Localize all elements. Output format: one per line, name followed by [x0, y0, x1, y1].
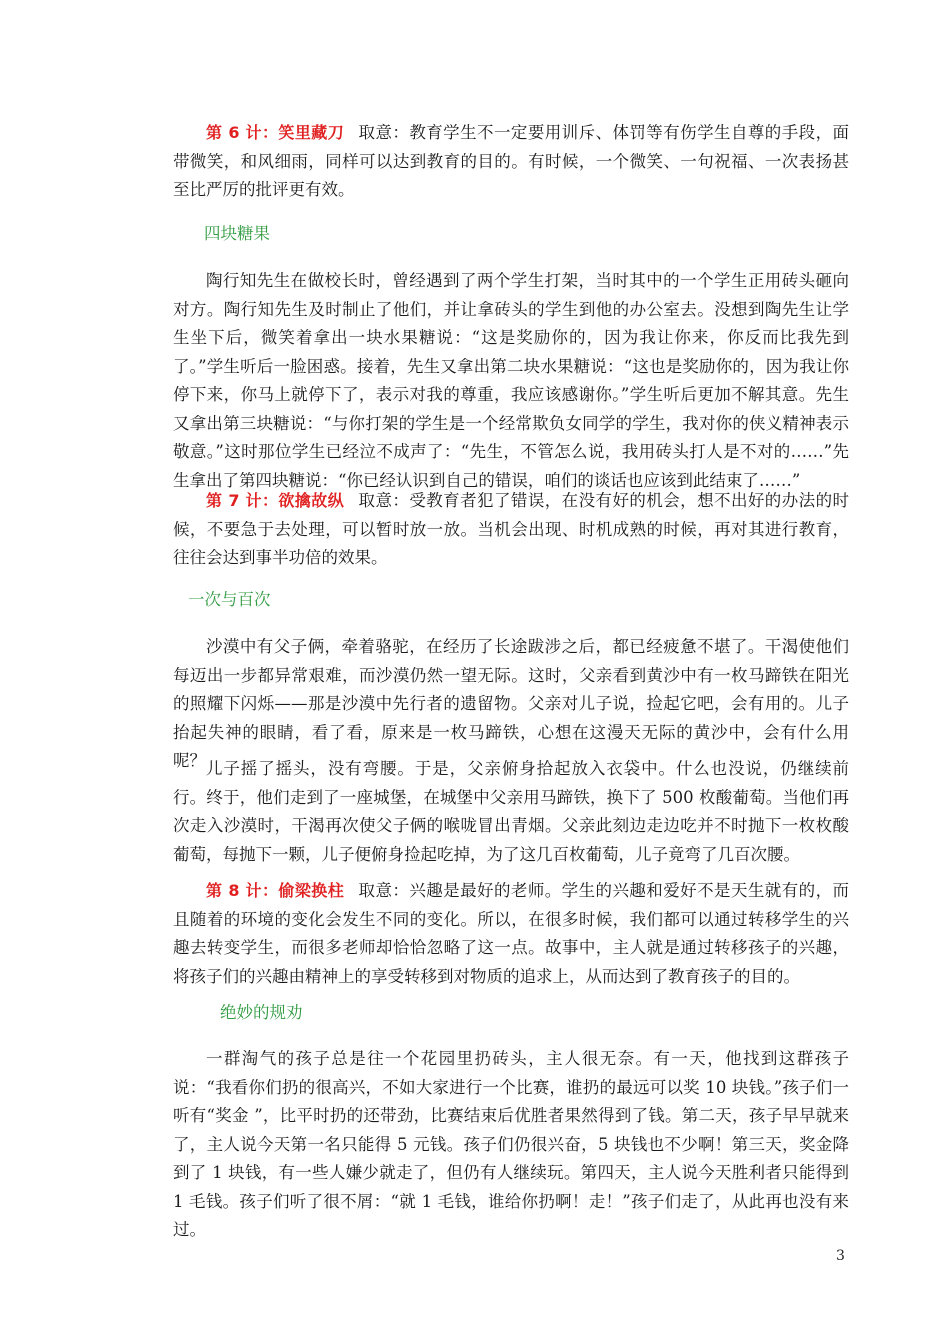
story-paragraph-desert-2: 儿子摇了摇头，没有弯腰。于是，父亲俯身拾起放入衣袋中。什么也没说，仍继续前行。终于，他们走到了一座城堡，在城堡中父亲用马蹄铁，换下了 500 枚酸葡萄。当他们再次走入沙漠时，干渴再次使父子俩的喉咙冒出青烟。父亲此刻边走边吃并不时抛下一枚枚酸葡萄，每抛下一颗，儿子便俯身捡起吃掉，为了这几百枚葡萄，儿子竟弯了几百次腰。	[173, 759, 849, 864]
story-title-four-candies: 四块糖果	[204, 224, 270, 243]
strategy-title-7: 第 7 计：欲擒故纵	[206, 491, 345, 510]
story-paragraph-four-candies: 陶行知先生在做校长时，曾经遇到了两个学生打架，当时其中的一个学生正用砖头砸向对方。陶行知先生及时制止了他们，并让拿砖头的学生到他的办公室去。没想到陶先生让学生坐下后，微笑着拿出一块水果糖说：“这是奖励你的，因为我让你来，你反而比我先到了。”学生听后一脸困惑。接着，先生又拿出第二块水果糖说：“这也是奖励你的，因为我让你停下来，你马上就停下了，表示对我的尊重，我应该感谢你。”学生听后更加不解其意。先生又拿出第三块糖说：“与你打架的学生是一个经常欺负女同学的学生，我对你的侠义精神表示敬意。”这时那位学生已经泣不成声了：“先生，不管怎么说，我用砖头打人是不对的……”先生拿出了第四块糖说：“你已经认识到自己的错误，咱们的谈话也应该到此结束了……”	[173, 271, 849, 490]
strategy-text-7: 取意：受教育者犯了错误，在没有好的机会，想不出好的办法的时候，不要急于去处理，可以暂时放一放。当机会出现、时机成熟的时候，再对其进行教育，往往会达到事半功倍的效果。	[173, 491, 850, 567]
strategy-paragraph-8	[173, 877, 849, 991]
strategy-text-6: 取意：教育学生不一定要用训斥、体罚等有伤学生自尊的手段，面带微笑，和风细雨，同样可以达到教育的目的。有时候，一个微笑、一句祝福、一次表扬甚至比严厉的批评更有效。	[173, 123, 850, 199]
strategy-paragraph-6	[173, 119, 849, 205]
strategy-paragraph-7	[173, 487, 849, 573]
strategy-title-6: 第 6 计：笑里藏刀	[206, 123, 345, 142]
strategy-title-8: 第 8 计：偷梁换柱	[206, 881, 345, 900]
story-title-clever-persuasion: 绝妙的规劝	[220, 1003, 303, 1022]
strategy-text-8: 取意：兴趣是最好的老师。学生的兴趣和爱好不是天生就有的，而且随着的环境的变化会发生不同的变化。所以，在很多时候，我们都可以通过转移学生的兴趣去转变学生，而很多老师却恰恰忽略了这一点。故事中，主人就是通过转移孩子的兴趣，将孩子们的兴趣由精神上的享受转移到对物质的追求上，从而达到了教育孩子的目的。	[173, 881, 850, 986]
story-paragraph-desert-1: 沙漠中有父子俩，牵着骆驼，在经历了长途跋涉之后，都已经疲惫不堪了。干渴使他们每迈出一步都异常艰难，而沙漠仍然一望无际。这时，父亲看到黄沙中有一枚马蹄铁在阳光的照耀下闪烁——那是沙漠中先行者的遗留物。父亲对儿子说，捡起它吧，会有用的。儿子抬起失神的眼睛，看了看，原来是一枚马蹄铁，心想在这漫天无际的黄沙中，会有什么用呢？	[173, 637, 849, 770]
story-paragraph-bricks: 一群淘气的孩子总是往一个花园里扔砖头，主人很无奈。有一天，他找到这群孩子说：“我看你们扔的很高兴，不如大家进行一个比赛，谁扔的最远可以奖 10 块钱。”孩子们一听有“奖金 ”，比平时扔的还带劲，比赛结束后优胜者果然得到了钱。第二天，孩子早早就来了，主人说今天第一名只能得 5 元钱。孩子们仍很兴奋，5 块钱也不少啊！第三天，奖金降到了 1 块钱，有一些人嫌少就走了，但仍有人继续玩。第四天，主人说今天胜利者只能得到 1 毛钱。孩子们听了很不屑：“就 1 毛钱，谁给你扔啊！走！”孩子们走了，从此再也没有来过。	[173, 1049, 849, 1239]
page-number: 3	[836, 1248, 845, 1264]
story-title-once-and-hundred: 一次与百次	[188, 590, 271, 609]
